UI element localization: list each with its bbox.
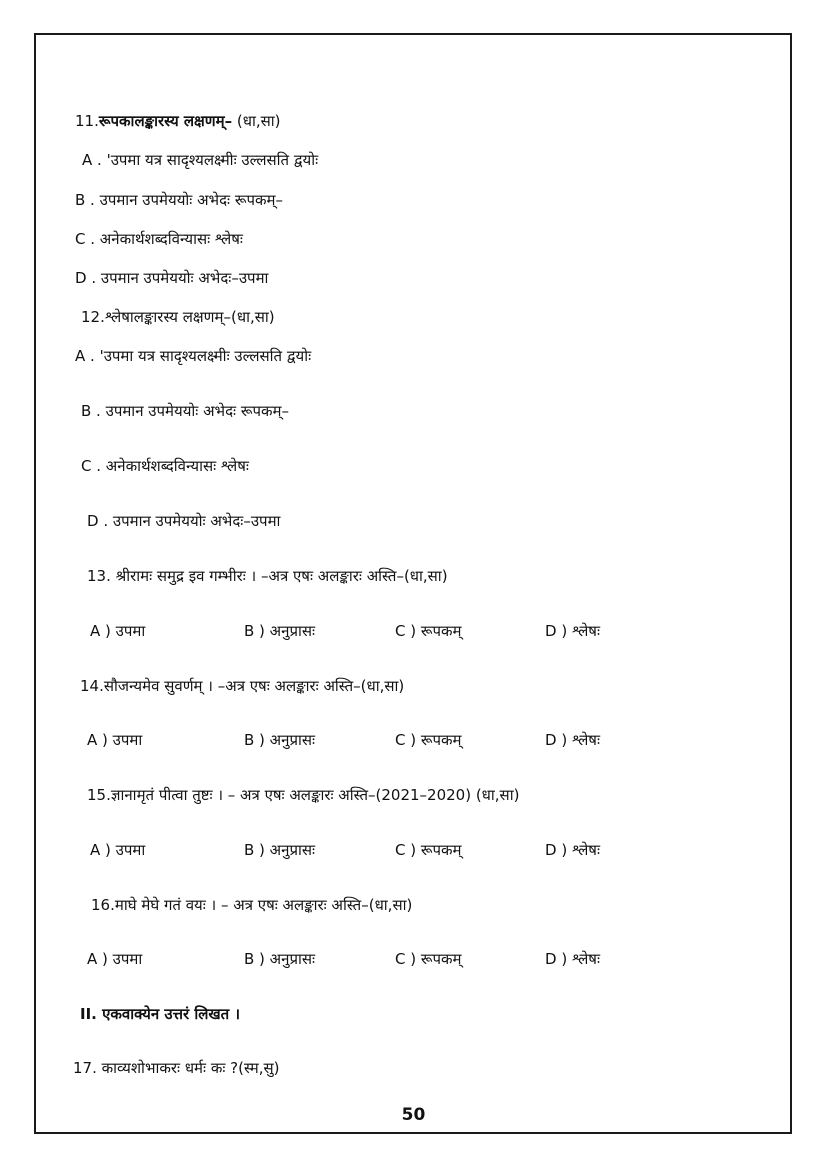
page-number: 50 — [401, 1105, 426, 1125]
q11-title: रूपकालङ्कारस्य लक्षणम्– — [98, 112, 233, 130]
q16-choice-d: D ) श्लेषः — [545, 950, 600, 968]
q17-heading: 17. काव्यशोभाकरः धर्मः कः ?(स्म,सु) — [73, 1059, 280, 1077]
q11-option-a: A . 'उपमा यत्र सादृश्यलक्ष्मीः उल्लसति द्वयोः — [82, 151, 319, 169]
q13-choice-b: B ) अनुप्रासः — [244, 622, 316, 640]
q12-option-b: B . उपमान उपमेययोः अभेदः रूपकम्– — [81, 402, 290, 420]
q13-choice-a: A ) उपमा — [90, 622, 146, 640]
q11-option-c: C . अनेकार्थशब्दविन्यासः श्लेषः — [75, 230, 243, 248]
q13-choice-d: D ) श्लेषः — [545, 622, 600, 640]
q15-choice-c: C ) रूपकम् — [395, 841, 462, 859]
q12-heading: 12.श्लेषालङ्कारस्य लक्षणम्–(धा,सा) — [81, 308, 275, 326]
q14-choice-c: C ) रूपकम् — [395, 731, 462, 749]
q13-choice-c: C ) रूपकम् — [395, 622, 462, 640]
q14-choice-a: A ) उपमा — [87, 731, 143, 749]
q16-choice-c: C ) रूपकम् — [395, 950, 462, 968]
q11-tag: (धा,सा) — [236, 112, 281, 130]
q16-choice-a: A ) उपमा — [87, 950, 143, 968]
q11-number: 11. — [75, 112, 99, 130]
q16-heading: 16.माघे मेघे गतं वयः । – अत्र एषः अलङ्कारः अस्ति–(धा,सा) — [91, 896, 413, 914]
q12-option-a: A . 'उपमा यत्र सादृश्यलक्ष्मीः उल्लसति द्वयोः — [75, 347, 312, 365]
q15-choice-a: A ) उपमा — [90, 841, 146, 859]
q14-choice-b: B ) अनुप्रासः — [244, 731, 316, 749]
q11-heading — [75, 111, 281, 131]
q11-option-d: D . उपमान उपमेययोः अभेदः–उपमा — [75, 269, 269, 287]
q11-option-b: B . उपमान उपमेययोः अभेदः रूपकम्– — [75, 191, 284, 209]
q15-choice-d: D ) श्लेषः — [545, 841, 600, 859]
q15-choice-b: B ) अनुप्रासः — [244, 841, 316, 859]
q12-option-d: D . उपमान उपमेययोः अभेदः–उपमा — [87, 512, 281, 530]
q12-option-c: C . अनेकार्थशब्दविन्यासः श्लेषः — [81, 457, 249, 475]
q15-heading: 15.ज्ञानामृतं पीत्वा तुष्टः । – अत्र एषः अलङ्कारः अस्ति–(2021–2020) (धा,सा) — [87, 786, 520, 804]
q14-heading: 14.सौजन्यमेव सुवर्णम् । –अत्र एषः अलङ्कारः अस्ति–(धा,सा) — [80, 677, 405, 695]
q14-choice-d: D ) श्लेषः — [545, 731, 600, 749]
q13-heading: 13. श्रीरामः समुद्र इव गम्भीरः । –अत्र एषः अलङ्कारः अस्ति–(धा,सा) — [87, 567, 448, 585]
q16-choice-b: B ) अनुप्रासः — [244, 950, 316, 968]
section2-heading: II. एकवाक्येन उत्तरं लिखत । — [80, 1005, 241, 1023]
